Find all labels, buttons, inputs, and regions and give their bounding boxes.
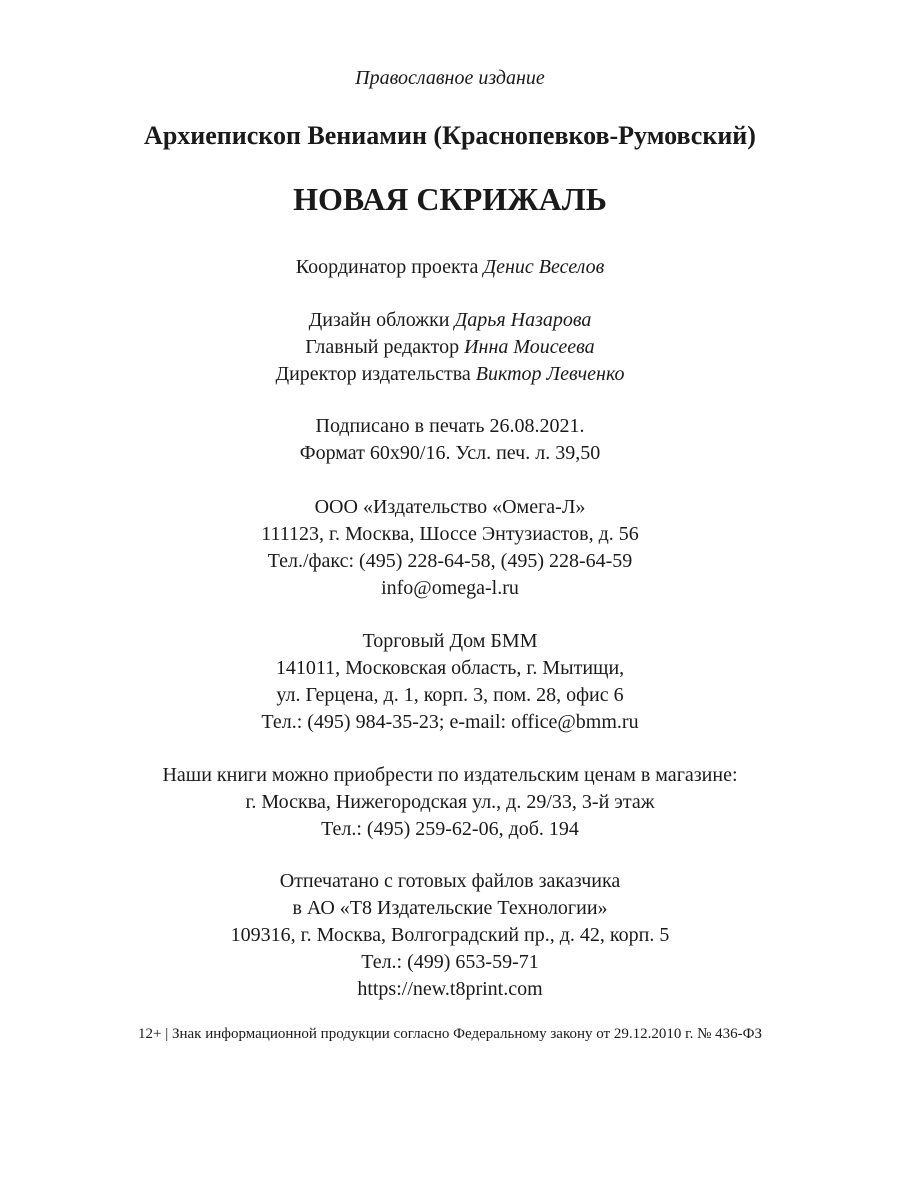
credit-person: Инна Моисеева [464,336,595,358]
print-format: Формат 60x90/16. Усл. печ. л. 39,50 [299,442,601,464]
trade-house-contacts: Тел.: (495) 984-35-23; e-mail: office@bmm.ru [261,711,639,733]
printer-website: https://new.t8print.com [357,978,543,1000]
publisher-address: 111123, г. Москва, Шоссе Энтузиастов, д. 56 [261,523,639,545]
credit-role: Директор издательства [275,363,471,385]
store-intro: Наши книги можно приобрести по издательским ценам в магазине: [162,764,738,786]
credit-person: Денис Веселов [483,256,605,278]
publisher-phone: Тел./факс: (495) 228-64-58, (495) 228-64-59 [267,550,633,572]
credit-director [0,361,900,387]
author-name: Архиепископ Вениамин (Краснопевков-Румовский) [144,121,756,150]
footer-separator: | [165,1026,169,1042]
printer-address: 109316, г. Москва, Волгоградский пр., д. 42, корп. 5 [230,924,670,946]
credit-person: Виктор Левченко [475,363,625,385]
store-phone: Тел.: (495) 259-62-06, доб. 194 [321,818,579,840]
trade-house-street: ул. Герцена, д. 1, корп. 3, пом. 28, офис 6 [276,684,624,706]
publisher-name: ООО «Издательство «Омега-Л» [314,496,586,518]
credit-coordinator [0,254,900,280]
edition-label: Православное издание [355,67,545,89]
credit-person: Дарья Назарова [454,309,592,331]
credit-role: Дизайн обложки [308,309,450,331]
credit-cover-design [0,307,900,333]
store-address: г. Москва, Нижегородская ул., д. 29/33, 3-й этаж [245,791,655,813]
credit-role: Главный редактор [305,336,460,358]
credit-chief-editor [0,334,900,360]
book-title: НОВАЯ СКРИЖАЛЬ [293,181,607,217]
trade-house-city: 141011, Московская область, г. Мытищи, [275,657,625,679]
age-rating-badge: 12+ [137,1026,162,1042]
age-rating-notice [0,1024,900,1044]
printer-phone: Тел.: (499) 653-59-71 [361,951,539,973]
age-rating-text: Знак информационной продукции согласно Федеральному закону от 29.12.2010 г. № 436-ФЗ [171,1026,762,1042]
trade-house-name: Торговый Дом БММ [362,630,538,652]
credit-role: Координатор проекта [295,256,479,278]
printer-intro: Отпечатано с готовых файлов заказчика [279,870,621,892]
publisher-email: info@omega-l.ru [381,577,519,599]
printer-name: в АО «Т8 Издательские Технологии» [292,897,608,919]
print-signed-date: Подписано в печать 26.08.2021. [315,415,585,437]
